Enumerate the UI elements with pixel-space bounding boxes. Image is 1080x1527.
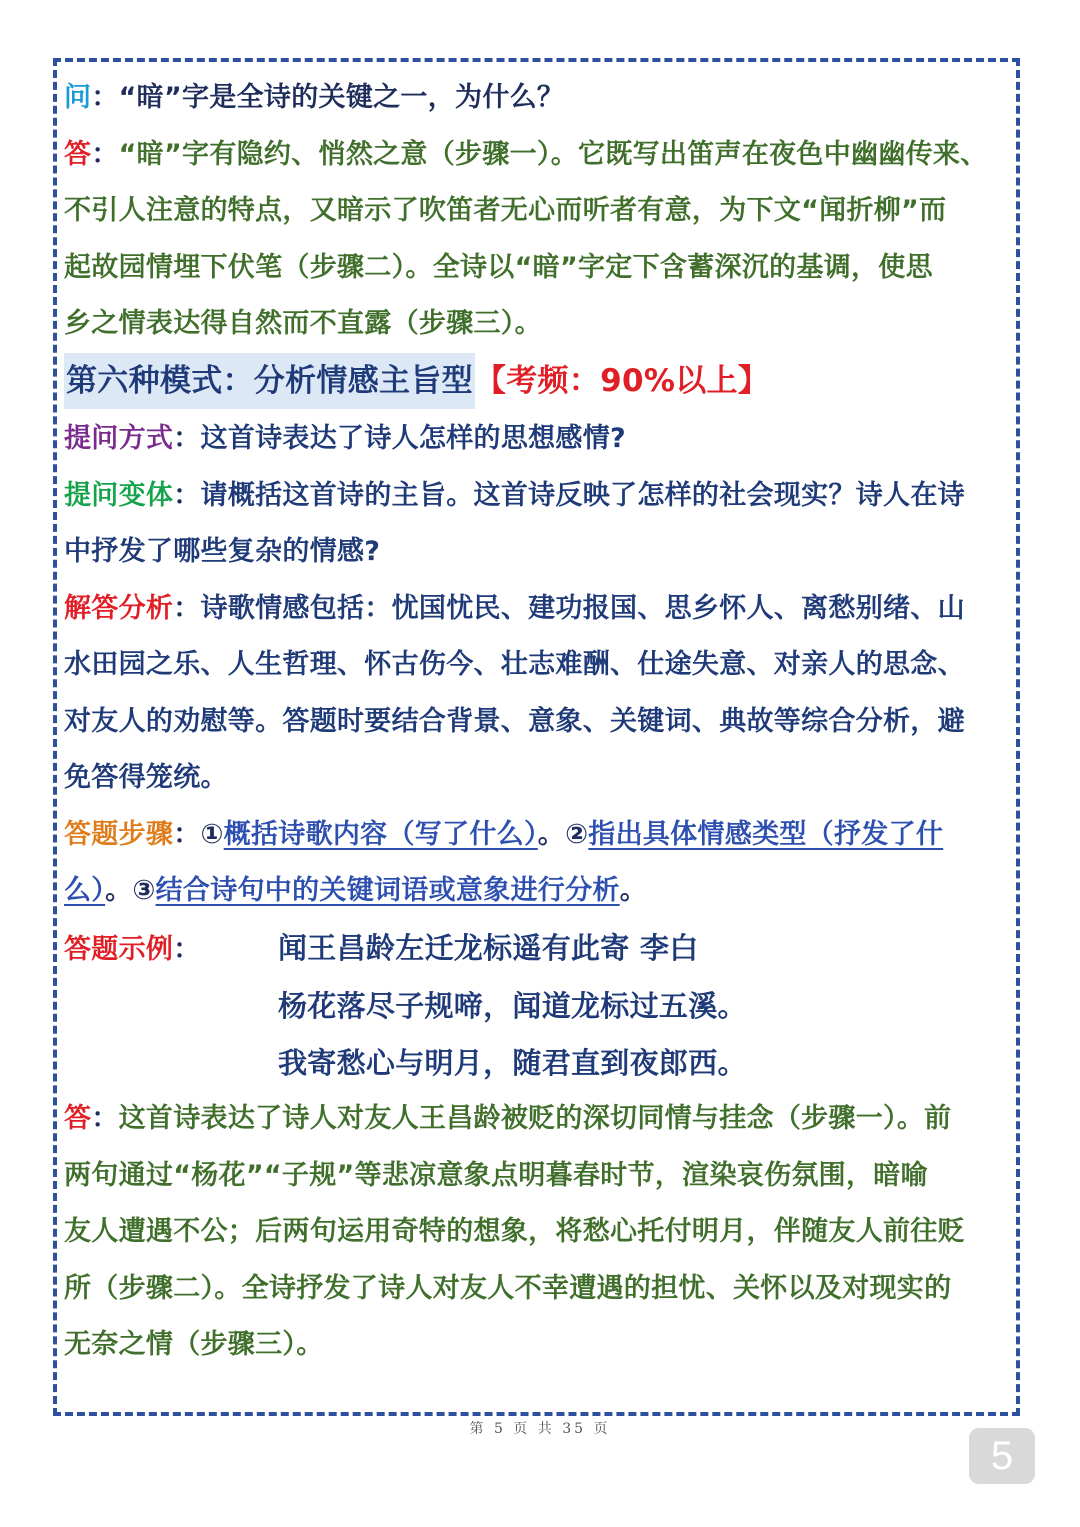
step3-number: ③ <box>132 875 156 906</box>
example-label-wrap <box>64 922 278 979</box>
question-label: 问 <box>64 82 92 113</box>
example-label: 答题示例 <box>64 933 174 965</box>
answer1-line-1 <box>64 127 1016 184</box>
analysis-line-4: 免答得笼统。 <box>64 762 228 793</box>
question-colon: ： <box>91 82 119 113</box>
analysis-colon: ： <box>173 592 201 624</box>
ask-method-colon: ： <box>173 423 201 454</box>
answer2-colon: ： <box>91 1103 119 1134</box>
steps-colon: ： <box>173 818 201 850</box>
steps-line-2 <box>64 863 1016 920</box>
answer2-line-3: 友人遭遇不公；后两句运用奇特的想象，将愁心托付明月，伴随友人前往贬 <box>64 1216 965 1247</box>
ask-method-label: 提问方式 <box>64 423 174 454</box>
steps-end: 。 <box>619 875 648 906</box>
poem-line-2: 我寄愁心与明月，随君直到夜郎西。 <box>278 1045 747 1080</box>
step2-number: ② <box>565 818 589 850</box>
ask-variant-line-1 <box>64 468 1016 525</box>
analysis-line-3: 对友人的劝慰等。答题时要结合背景、意象、关键词、典故等综合分析，避 <box>64 705 965 737</box>
example-colon: ： <box>173 933 201 965</box>
frequency-badge: 【考频：90%以上】 <box>474 362 770 399</box>
answer2-line-5: 无奈之情（步骤三）。 <box>64 1329 324 1360</box>
document-body <box>64 70 1016 1374</box>
answer1-colon: ： <box>91 138 119 170</box>
poem-line-1: 杨花落尽子规啼，闻道龙标过五溪。 <box>278 989 747 1023</box>
page-number-badge: 5 <box>969 1428 1035 1484</box>
analysis-text-1: 诗歌情感包括：忧国忧民、建功报国、思乡怀人、离愁别绪、山 <box>200 592 965 624</box>
section-heading <box>64 353 1016 412</box>
step1-text: 概括诗歌内容（写了什么） <box>223 818 538 850</box>
step3-text: 结合诗句中的关键词语或意象进行分析 <box>155 875 620 906</box>
ask-variant-label: 提问变体 <box>64 479 174 511</box>
ask-method-text: 这首诗表达了诗人怎样的思想感情? <box>200 423 626 454</box>
answer2-line-2: 两句通过“杨花”“子规”等悲凉意象点明暮春时节，渲染哀伤氛围，暗喻 <box>64 1159 928 1191</box>
steps-label: 答题步骤 <box>64 818 174 850</box>
answer2-label: 答 <box>64 1103 92 1134</box>
ask-variant-text-1: 请概括这首诗的主旨。这首诗反映了怎样的社会现实？诗人在诗 <box>200 479 965 511</box>
step2-text-b: 么） <box>64 875 106 906</box>
analysis-line-1 <box>64 581 1016 638</box>
question-line <box>64 70 1016 127</box>
answer1-line-2: 不引人注意的特点，又暗示了吹笛者无心而听者有意，为下文“闻折柳”而 <box>64 195 947 226</box>
poem-title: 闻王昌龄左迁龙标遥有此寄 李白 <box>278 930 699 965</box>
step2-text-a: 指出具体情感类型（抒发了什 <box>588 818 944 850</box>
analysis-label: 解答分析 <box>64 592 174 624</box>
ask-method-line <box>64 411 1016 468</box>
steps-line-1 <box>64 807 1016 864</box>
ask-variant-colon: ： <box>173 479 201 511</box>
page-footer: 第 5 页 共 35 页 <box>469 1421 611 1437</box>
ask-variant-line-2: 中抒发了哪些复杂的情感? <box>64 536 381 567</box>
step2-separator: 。 <box>105 875 133 906</box>
step1-number: ① <box>200 818 224 850</box>
answer1-line-3: 起故园情埋下伏笔（步骤二）。全诗以“暗”字定下含蓄深沉的基调，使思 <box>64 251 933 283</box>
answer1-line-4: 乡之情表达得自然而不直露（步骤三）。 <box>64 308 542 339</box>
question-text: “暗”字是全诗的关键之一，为什么？ <box>118 82 565 113</box>
answer1-text-1: “暗”字有隐约、悄然之意（步骤一）。它既写出笛声在夜色中幽幽传来、 <box>118 138 988 170</box>
section-title: 第六种模式：分析情感主旨型 <box>64 353 475 410</box>
answer1-label: 答 <box>64 138 92 170</box>
step1-separator: 。 <box>537 818 566 850</box>
analysis-line-2: 水田园之乐、人生哲理、怀古伤今、壮志难酬、仕途失意、对亲人的思念、 <box>64 649 965 680</box>
answer2-line-1 <box>64 1091 1016 1148</box>
answer2-text-1: 这首诗表达了诗人对友人王昌龄被贬的深切同情与挂念（步骤一）。前 <box>118 1103 952 1134</box>
example-line-1 <box>64 920 1016 979</box>
answer2-line-4: 所（步骤二）。全诗抒发了诗人对友人不幸遭遇的担忧、关怀以及对现实的 <box>64 1272 952 1304</box>
